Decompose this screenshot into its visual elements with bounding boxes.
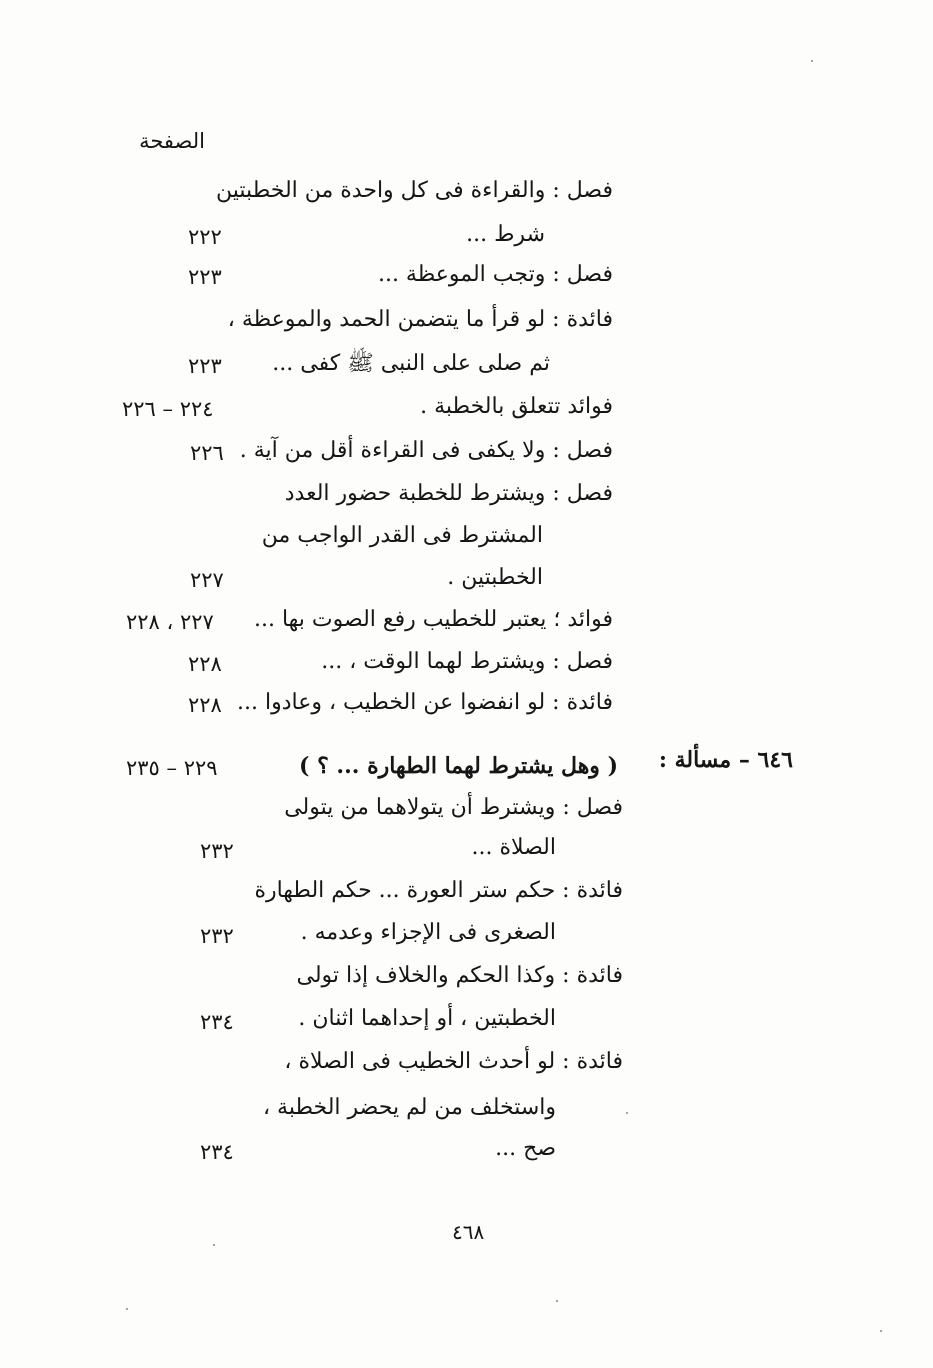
entry-text: المشترط فى القدر الواجب من xyxy=(261,523,543,548)
scan-speck xyxy=(811,60,813,62)
entry-text: فصل : ولا يكفى فى القراءة أقل من آية . xyxy=(239,438,613,463)
entry-text: فصل : ويشترط أن يتولاهما من يتولى xyxy=(284,795,623,820)
entry-text: شرط ... xyxy=(466,222,545,247)
entry-text: فائدة : لو قرأ ما يتضمن الحمد والموعظة ، xyxy=(227,307,613,332)
entry-page-number: ٢٣٢ xyxy=(200,839,234,863)
scan-speck xyxy=(126,1308,128,1310)
entry-text: فصل : وتجب الموعظة ... xyxy=(377,262,613,287)
entry-page-number: ٢٣٢ xyxy=(200,924,234,948)
entry-page-number: ٢٢٦ xyxy=(190,441,224,465)
entry-page-number: ٢٢٨ xyxy=(188,652,222,676)
question-label: ٦٤٦ – مسألة : xyxy=(658,747,793,773)
entry-page-number: ٢٢٧ xyxy=(190,568,224,592)
entry-text: فائدة : لو انفضوا عن الخطيب ، وعادوا ... xyxy=(236,690,613,715)
page-column-header: الصفحة xyxy=(139,129,205,153)
entry-text: الصلاة ... xyxy=(471,835,556,860)
entry-page-number: ٢٢٧ ، ٢٢٨ xyxy=(126,610,214,634)
entry-page-number: ٢٢٨ xyxy=(188,693,222,717)
entry-page-number: ٢٣٤ xyxy=(200,1010,234,1034)
scan-speck xyxy=(626,1112,628,1114)
entry-text: فائدة : حكم ستر العورة ... حكم الطهارة xyxy=(254,878,623,903)
entry-text: فصل : والقراءة فى كل واحدة من الخطبتين xyxy=(216,178,613,203)
entry-text: صح ... xyxy=(495,1136,556,1161)
entry-text: فوائد ؛ يعتبر للخطيب رفع الصوت بها ... xyxy=(253,607,613,632)
question-page-range: ٢٢٩ – ٢٣٥ xyxy=(126,756,218,780)
scan-speck xyxy=(556,1300,558,1302)
entry-text: فائدة : لو أحدث الخطيب فى الصلاة ، xyxy=(284,1049,623,1074)
entry-page-number: ٢٢٢ xyxy=(188,225,222,249)
scan-speck xyxy=(213,1244,215,1246)
entry-text: فصل : ويشترط للخطبة حضور العدد xyxy=(284,481,613,506)
entry-text: الصغرى فى الإجزاء وعدمه . xyxy=(300,920,556,945)
entry-text: فائدة : وكذا الحكم والخلاف إذا تولى xyxy=(296,963,623,988)
entry-text: الخطبتين . xyxy=(447,565,543,590)
entry-page-number: ٢٢٤ – ٢٢٦ xyxy=(122,397,214,421)
entry-text: فوائد تتعلق بالخطبة . xyxy=(420,394,613,419)
entry-page-number: ٢٢٣ xyxy=(188,265,222,289)
entry-text: ثم صلى على النبى ﷺ كفى ... xyxy=(272,351,550,376)
entry-text: واستخلف من لم يحضر الخطبة ، xyxy=(262,1095,556,1120)
entry-text: فصل : ويشترط لهما الوقت ، ... xyxy=(321,649,613,674)
scan-speck xyxy=(880,1330,882,1332)
question-title: ( وهل يشترط لهما الطهارة ... ؟ ) xyxy=(299,753,618,779)
entry-page-number: ٢٢٣ xyxy=(188,354,222,378)
entry-page-number: ٢٣٤ xyxy=(200,1140,234,1164)
page-number: ٤٦٨ xyxy=(452,1220,485,1244)
entry-text: الخطبتين ، أو إحداهما اثنان . xyxy=(298,1006,556,1031)
